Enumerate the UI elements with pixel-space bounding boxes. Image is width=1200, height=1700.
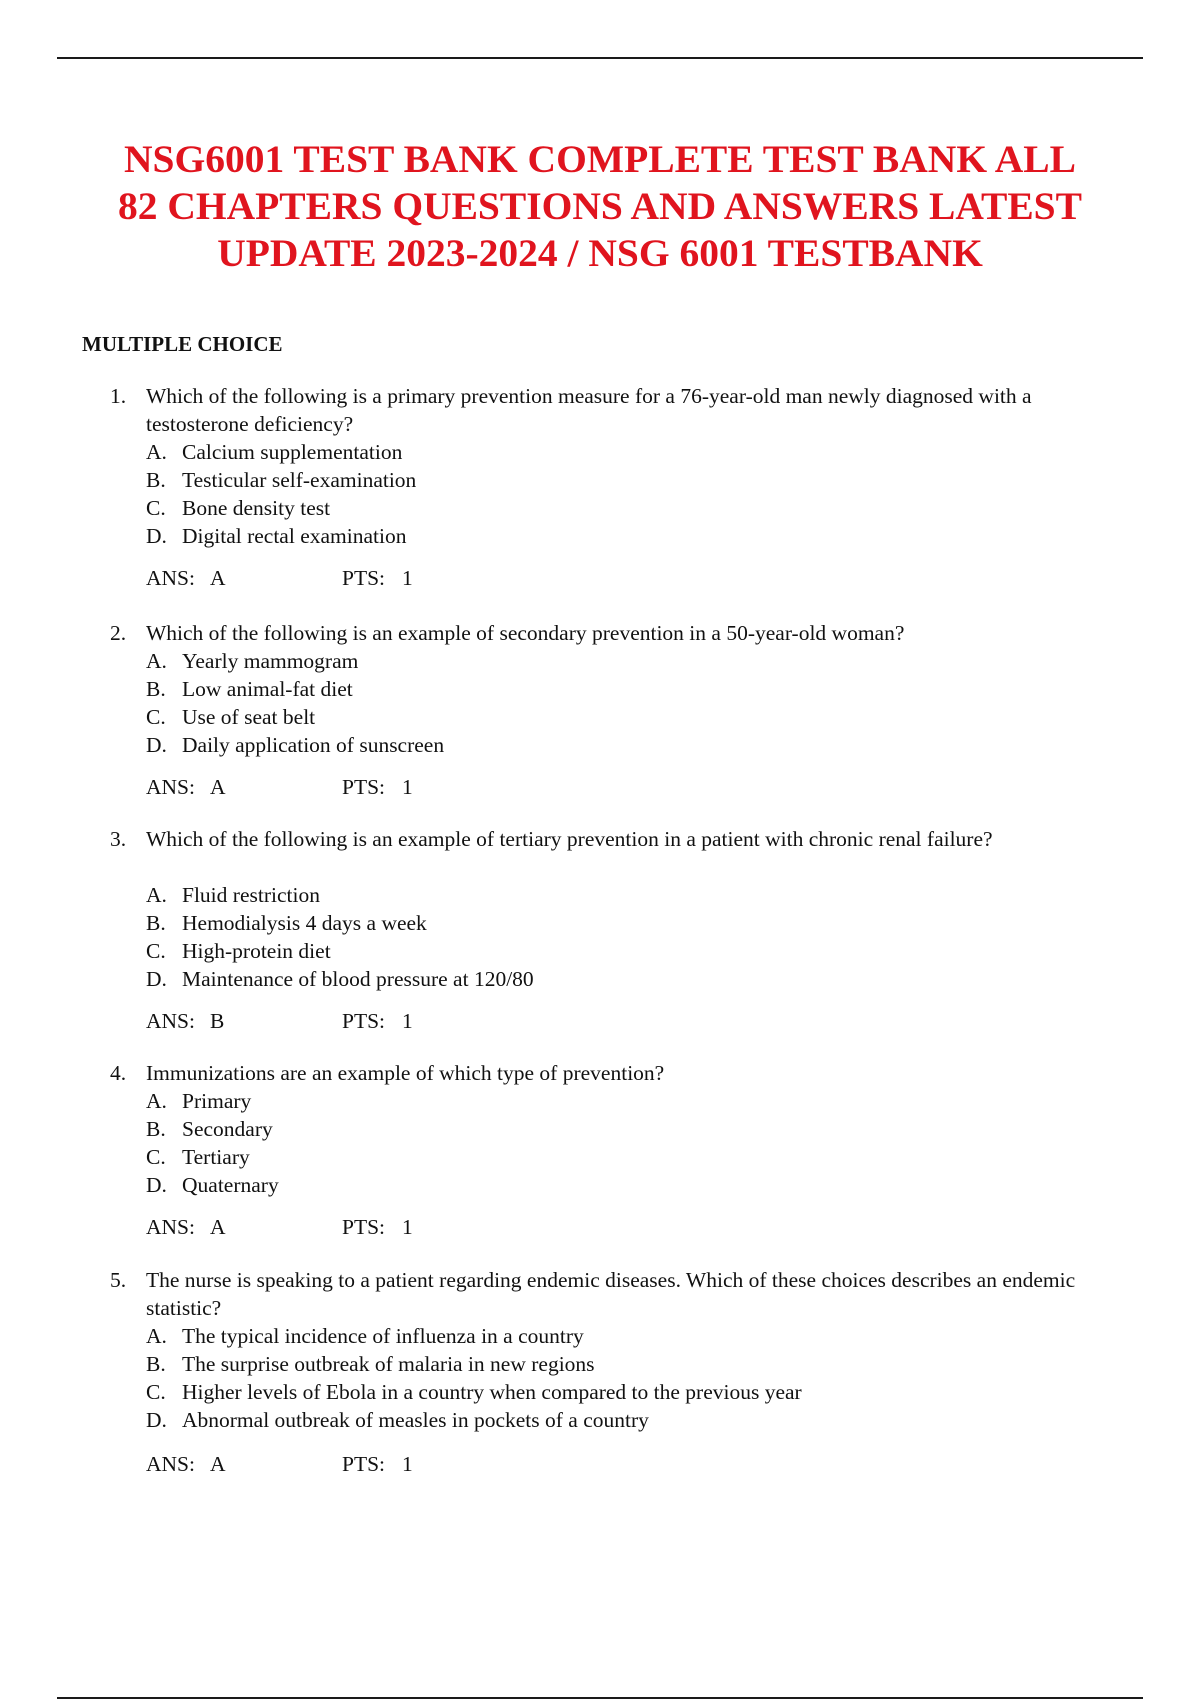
choice-letter: B. xyxy=(146,468,166,492)
points-label: PTS: xyxy=(342,1215,386,1239)
document-title xyxy=(60,136,1140,277)
points-value: 1 xyxy=(402,1452,413,1476)
answer-row xyxy=(146,1213,546,1241)
choice-text: Calcium supplementation xyxy=(182,440,403,464)
choice-letter: A. xyxy=(146,1089,167,1113)
choice-text: Tertiary xyxy=(182,1145,250,1169)
choice-text: Primary xyxy=(182,1089,252,1113)
choice-text: Abnormal outbreak of measles in pockets of a country xyxy=(182,1408,649,1432)
points-label: PTS: xyxy=(342,1452,386,1476)
choice-letter: C. xyxy=(146,1380,166,1404)
choice-text: The surprise outbreak of malaria in new regions xyxy=(182,1352,595,1376)
choice-text: Use of seat belt xyxy=(182,705,316,729)
answer-value: B xyxy=(210,1009,225,1033)
points-label: PTS: xyxy=(342,1009,386,1033)
choice-letter: B. xyxy=(146,1352,166,1376)
question-number: 2. xyxy=(110,621,127,645)
question-text: The nurse is speaking to a patient regarding endemic diseases. Which of these choices describes an endemic statistic? xyxy=(146,1268,1076,1320)
points-label: PTS: xyxy=(342,775,386,799)
points-value: 1 xyxy=(402,1215,413,1239)
points-value: 1 xyxy=(402,566,413,590)
question-number: 3. xyxy=(110,827,127,851)
choice-letter: C. xyxy=(146,496,166,520)
answer-row xyxy=(146,773,546,801)
choice-letter: A. xyxy=(146,649,167,673)
question-number: 5. xyxy=(110,1268,127,1292)
choice-text: Higher levels of Ebola in a country when compared to the previous year xyxy=(182,1380,802,1404)
choice-letter: D. xyxy=(146,733,167,757)
choice-letter: B. xyxy=(146,677,166,701)
answer-value: A xyxy=(210,1215,226,1239)
question-text: Which of the following is an example of tertiary prevention in a patient with chronic renal failure? xyxy=(146,827,993,851)
answer-row xyxy=(146,1007,546,1035)
question-number: 4. xyxy=(110,1061,127,1085)
answer-label: ANS: xyxy=(146,566,195,590)
question-text: Immunizations are an example of which type of prevention? xyxy=(146,1061,665,1085)
choice-text: High-protein diet xyxy=(182,939,331,963)
choice-text: Low animal-fat diet xyxy=(182,677,353,701)
choice-letter: A. xyxy=(146,440,167,464)
bottom-rule xyxy=(57,1697,1143,1699)
choice-text: Hemodialysis 4 days a week xyxy=(182,911,427,935)
choice-letter: D. xyxy=(146,524,167,548)
choice-letter: B. xyxy=(146,911,166,935)
answer-label: ANS: xyxy=(146,1452,195,1476)
question-number: 1. xyxy=(110,384,127,408)
choice-text: Fluid restriction xyxy=(182,883,320,907)
question-text: Which of the following is a primary prevention measure for a 76-year-old man newly diagnosed with a testosterone deficiency? xyxy=(146,384,1032,436)
choice-letter: A. xyxy=(146,1324,167,1348)
answer-value: A xyxy=(210,566,226,590)
choice-letter: D. xyxy=(146,1173,167,1197)
title-line: 82 CHAPTERS QUESTIONS AND ANSWERS LATEST xyxy=(118,184,1082,228)
choice-text: The typical incidence of influenza in a country xyxy=(182,1324,584,1348)
choice-text: Yearly mammogram xyxy=(182,649,359,673)
choice-text: Maintenance of blood pressure at 120/80 xyxy=(182,967,534,991)
points-value: 1 xyxy=(402,1009,413,1033)
title-line: NSG6001 TEST BANK COMPLETE TEST BANK ALL xyxy=(124,137,1076,181)
choice-letter: C. xyxy=(146,1145,166,1169)
answer-label: ANS: xyxy=(146,1009,195,1033)
choice-text: Testicular self-examination xyxy=(182,468,417,492)
answer-row xyxy=(146,564,546,592)
choice-text: Quaternary xyxy=(182,1173,279,1197)
question-text: Which of the following is an example of secondary prevention in a 50-year-old woman? xyxy=(146,621,905,645)
answer-label: ANS: xyxy=(146,1215,195,1239)
points-label: PTS: xyxy=(342,566,386,590)
answer-value: A xyxy=(210,1452,226,1476)
choice-text: Secondary xyxy=(182,1117,273,1141)
section-label: MULTIPLE CHOICE xyxy=(82,332,283,356)
choice-letter: A. xyxy=(146,883,167,907)
top-rule xyxy=(57,57,1143,59)
choice-letter: C. xyxy=(146,705,166,729)
choice-letter: C. xyxy=(146,939,166,963)
choice-text: Digital rectal examination xyxy=(182,524,407,548)
title-line: UPDATE 2023-2024 / NSG 6001 TESTBANK xyxy=(217,231,983,275)
choice-letter: D. xyxy=(146,967,167,991)
choice-text: Bone density test xyxy=(182,496,331,520)
points-value: 1 xyxy=(402,775,413,799)
choice-text: Daily application of sunscreen xyxy=(182,733,445,757)
answer-label: ANS: xyxy=(146,775,195,799)
choice-letter: D. xyxy=(146,1408,167,1432)
answer-value: A xyxy=(210,775,226,799)
answer-row xyxy=(146,1450,546,1478)
choice-letter: B. xyxy=(146,1117,166,1141)
